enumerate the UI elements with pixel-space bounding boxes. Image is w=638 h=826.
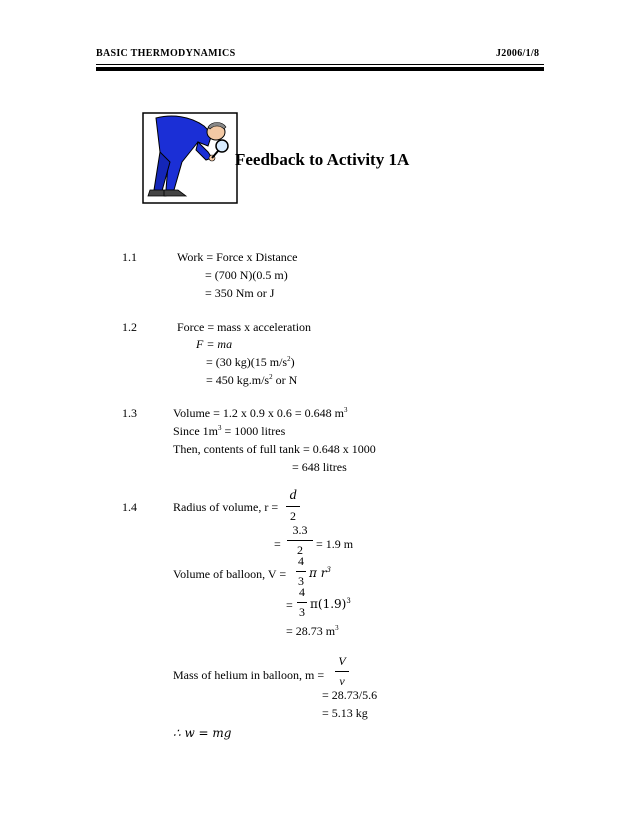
force-definition: Force = mass x acceleration bbox=[177, 320, 312, 334]
header-rule-thin bbox=[96, 64, 544, 65]
cubed-superscript: 3 bbox=[326, 566, 331, 574]
force-substitution-text: = (30 kg)(15 m/s bbox=[206, 355, 288, 369]
pi-r-term bbox=[309, 566, 331, 580]
litre-conversion-rest: = 1000 litres bbox=[221, 424, 286, 438]
fraction-3-3-over-2 bbox=[287, 523, 313, 558]
work-result: = 350 Nm or J bbox=[205, 286, 275, 300]
balloon-volume-result bbox=[286, 624, 339, 639]
cubed-superscript: 3 bbox=[343, 406, 348, 414]
fraction-numerator: 4 bbox=[299, 585, 305, 599]
fraction-d-over-2 bbox=[286, 488, 300, 524]
header-rule-thick bbox=[96, 67, 544, 71]
fraction-V-over-v bbox=[335, 654, 349, 689]
equals-sign: = bbox=[286, 598, 293, 612]
helium-mass-label: Mass of helium in balloon, m = bbox=[173, 668, 325, 682]
force-formula-text: F = ma bbox=[196, 337, 233, 351]
header-page-code: J2006/1/8 bbox=[496, 48, 540, 59]
fraction-bar bbox=[296, 571, 306, 572]
tank-contents-result: = 648 litres bbox=[292, 460, 347, 474]
work-definition: Work = Force x Distance bbox=[177, 250, 298, 264]
header-title: BASIC THERMODYNAMICS bbox=[96, 48, 236, 59]
pi-value-text: π(1.9) bbox=[310, 597, 347, 611]
cubed-superscript: 3 bbox=[346, 597, 351, 605]
force-result-text: = 450 kg.m/s bbox=[206, 373, 270, 387]
fraction-denominator: 2 bbox=[290, 509, 296, 523]
fraction-numerator: d bbox=[289, 488, 297, 503]
force-result bbox=[206, 373, 297, 388]
radius-result: = 1.9 m bbox=[316, 537, 354, 551]
force-substitution-close: ) bbox=[290, 355, 295, 369]
fraction-numerator: 3.3 bbox=[292, 523, 308, 537]
work-substitution: = (700 N)(0.5 m) bbox=[205, 268, 288, 282]
volume-calculation-text: Volume = 1.2 x 0.9 x 0.6 = 0.648 m bbox=[173, 406, 344, 420]
cubed-superscript: 3 bbox=[335, 624, 339, 632]
cubed-superscript: 3 bbox=[218, 424, 222, 432]
fraction-numerator: V bbox=[338, 654, 346, 668]
section-number-1-4: 1.4 bbox=[122, 500, 137, 514]
fraction-bar bbox=[287, 540, 313, 541]
equals-sign: = bbox=[274, 537, 281, 551]
fraction-denominator: 2 bbox=[297, 543, 303, 557]
helium-mass-substitution: = 28.73/5.6 bbox=[322, 688, 378, 702]
detective-clipart bbox=[142, 112, 238, 204]
radius-label: Radius of volume, r = bbox=[173, 500, 279, 514]
fraction-denominator: 3 bbox=[299, 605, 305, 619]
squared-superscript: 2 bbox=[287, 355, 291, 363]
litre-conversion bbox=[173, 424, 285, 439]
fraction-bar bbox=[335, 671, 349, 672]
helium-mass-result: = 5.13 kg bbox=[322, 706, 368, 720]
squared-superscript: 2 bbox=[269, 373, 273, 381]
section-number-1-1: 1.1 bbox=[122, 250, 137, 264]
section-number-1-3: 1.3 bbox=[122, 406, 137, 420]
page-title: Feedback to Activity 1A bbox=[235, 150, 410, 169]
tank-contents: Then, contents of full tank = 0.648 x 1000 bbox=[173, 442, 376, 456]
balloon-volume-result-text: = 28.73 m bbox=[286, 624, 336, 638]
fraction-denominator: 3 bbox=[298, 574, 304, 588]
fraction-4-over-3-second bbox=[297, 585, 307, 620]
section-number-1-2: 1.2 bbox=[122, 320, 137, 334]
pi-value-term bbox=[310, 597, 351, 611]
fraction-bar bbox=[297, 602, 307, 603]
man-with-magnifier-icon bbox=[142, 112, 238, 204]
fraction-bar bbox=[286, 506, 300, 507]
volume-calculation bbox=[173, 406, 347, 421]
fraction-numerator: 4 bbox=[298, 554, 304, 568]
fraction-denominator: v bbox=[339, 674, 345, 688]
pi-r-text: π r bbox=[309, 566, 327, 580]
force-result-unit: or N bbox=[272, 373, 298, 387]
balloon-volume-label: Volume of balloon, V = bbox=[173, 567, 287, 581]
litre-conversion-text: Since 1m bbox=[173, 424, 218, 438]
force-substitution bbox=[206, 355, 295, 370]
fraction-4-over-3 bbox=[296, 554, 306, 589]
weight-formula: ∴ w = mg bbox=[173, 726, 232, 740]
force-formula bbox=[196, 337, 232, 352]
